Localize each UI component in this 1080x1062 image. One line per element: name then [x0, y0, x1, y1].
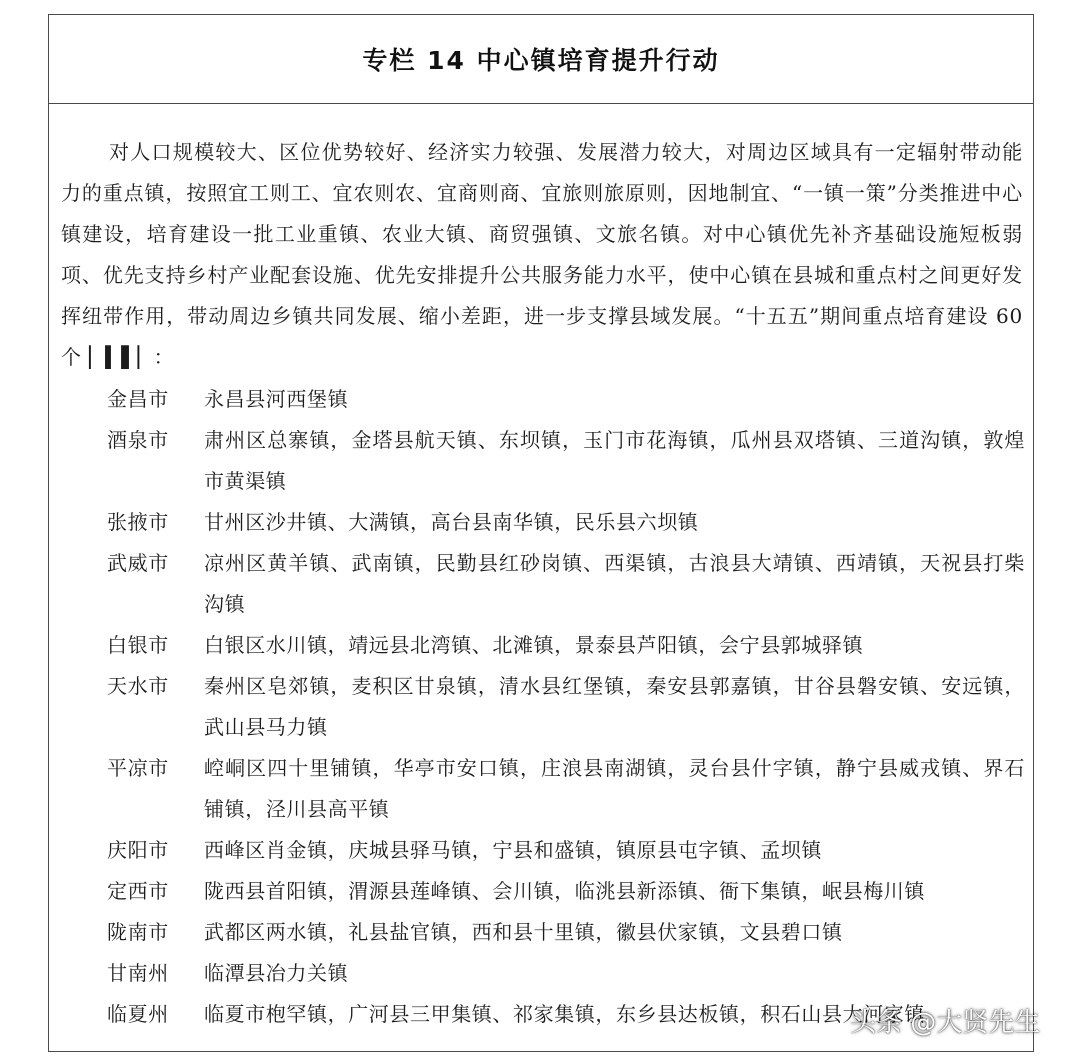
- city-name: 白银市: [107, 633, 169, 657]
- document-page: [48, 14, 1034, 1052]
- town-names: 白银区水川镇，靖远县北湾镇、北滩镇，景泰县芦阳镇，会宁县郭城驿镇: [204, 633, 864, 657]
- town-list: [49, 379, 1034, 1035]
- city-name: 张掖市: [107, 510, 169, 534]
- town-names: 凉州区黄羊镇、武南镇，民勤县红砂岗镇、西渠镇，古浪县大靖镇、西靖镇，天祝县打柴沟镇: [204, 551, 1025, 616]
- title-box: [49, 15, 1033, 104]
- list-item: [49, 625, 1034, 666]
- list-item: [49, 748, 1034, 830]
- city-name: 天水市: [107, 674, 169, 698]
- city-name: 酒泉市: [107, 428, 169, 452]
- list-item: [49, 666, 1034, 748]
- town-names: 临夏市枹罕镇，广河县三甲集镇、祁家集镇，东乡县达板镇，积石山县大河家镇: [204, 1002, 925, 1026]
- town-names: 肃州区总寨镇，金塔县航天镇、东坝镇，玉门市花海镇，瓜州县双塔镇、三道沟镇，敦煌市黄渠镇: [204, 428, 1025, 493]
- list-item: [49, 543, 1034, 625]
- city-name: 临夏州: [107, 1002, 169, 1026]
- list-item: [49, 379, 1034, 420]
- list-item: [49, 420, 1034, 502]
- city-name: 平凉市: [107, 756, 169, 780]
- list-item: [49, 871, 1034, 912]
- list-item: [49, 953, 1034, 994]
- page-title: 专栏 14 中心镇培育提升行动: [362, 46, 720, 75]
- town-names: 陇西县首阳镇，渭源县莲峰镇、会川镇，临洮县新添镇、衙下集镇，岷县梅川镇: [204, 879, 925, 903]
- town-names: 武都区两水镇，礼县盐官镇，西和县十里镇，徽县伏家镇，文县碧口镇: [204, 920, 843, 944]
- town-names: 永昌县河西堡镇: [204, 387, 349, 411]
- city-name: 武威市: [107, 551, 169, 575]
- list-item: [49, 912, 1034, 953]
- intro-paragraph: 对人口规模较大、区位优势较好、经济实力较强、发展潜力较大，对周边区域具有一定辐射带动能力的重点镇，按照宜工则工、宜农则农、宜商则商、宜旅则旅原则，因地制宜、“一镇一策”分类推进中心镇建设，培育建设一批工业重镇、农业大镇、商贸强镇、文旅名镇。对中心镇优先补齐基础设施短板弱项、优先支持乡村产业配套设施、优先安排提升公共服务能力水平，使中心镇在县城和重点村之间更好发挥纽带作用，带动周边乡镇共同发展、缩小差距，进一步支撑县域发展。“十五五”期间重点培育建设 60 个 ▏▍▌▏：: [61, 140, 1023, 369]
- city-name: 庆阳市: [107, 838, 169, 862]
- town-names: 甘州区沙井镇、大满镇，高台县南华镇，民乐县六坝镇: [204, 510, 699, 534]
- city-name: 定西市: [107, 879, 169, 903]
- list-item: [49, 830, 1034, 871]
- watermark-text: 头条 @大贤先生: [850, 1008, 1041, 1038]
- city-name: 金昌市: [107, 387, 169, 411]
- town-names: 崆峒区四十里铺镇，华亭市安口镇，庄浪县南湖镇，灵台县什字镇，静宁县威戎镇、界石铺镇，泾川县高平镇: [204, 756, 1025, 821]
- town-names: 西峰区肖金镇，庆城县驿马镇，宁县和盛镇，镇原县屯字镇、孟坝镇: [204, 838, 822, 862]
- town-names: 秦州区皂郊镇，麦积区甘泉镇，清水县红堡镇，秦安县郭嘉镇，甘谷县磐安镇、安远镇，武山县马力镇: [204, 674, 1025, 739]
- list-item: [49, 502, 1034, 543]
- city-name: 甘南州: [107, 961, 169, 985]
- city-name: 陇南市: [107, 920, 169, 944]
- town-names: 临潭县冶力关镇: [204, 961, 349, 985]
